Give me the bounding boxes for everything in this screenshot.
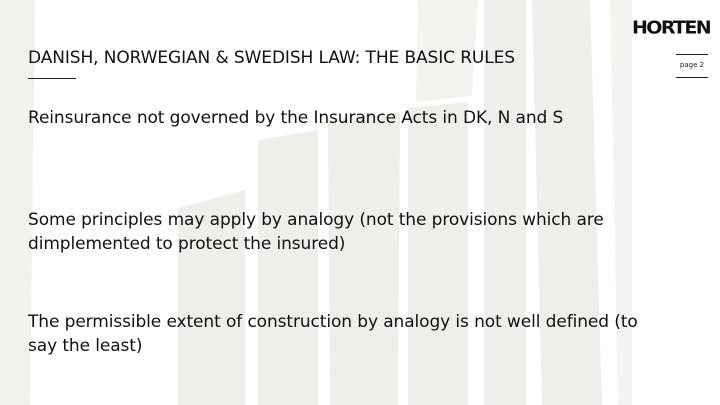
slide-title: DANISH, NORWEGIAN & SWEDISH LAW: THE BASIC RULES xyxy=(28,48,515,68)
title-underline xyxy=(28,78,76,79)
bullet-text: Reinsurance not governed by the Insurance Acts in DK, N and S xyxy=(28,108,564,128)
page-number-label: page 2 xyxy=(679,61,705,69)
bullet-text: The permissible extent of construction by analogy is not well defined (to say the least) xyxy=(28,312,638,356)
page-label-bottom-rule xyxy=(676,77,708,78)
background-bar xyxy=(328,112,400,405)
bullet-text: Some principles may apply by analogy (not the provisions which are dimplemented to protect the insured) xyxy=(28,210,604,254)
page-label-top-rule xyxy=(676,54,708,55)
background-bar xyxy=(258,130,318,405)
horten-logo: HORTEN xyxy=(632,17,711,39)
